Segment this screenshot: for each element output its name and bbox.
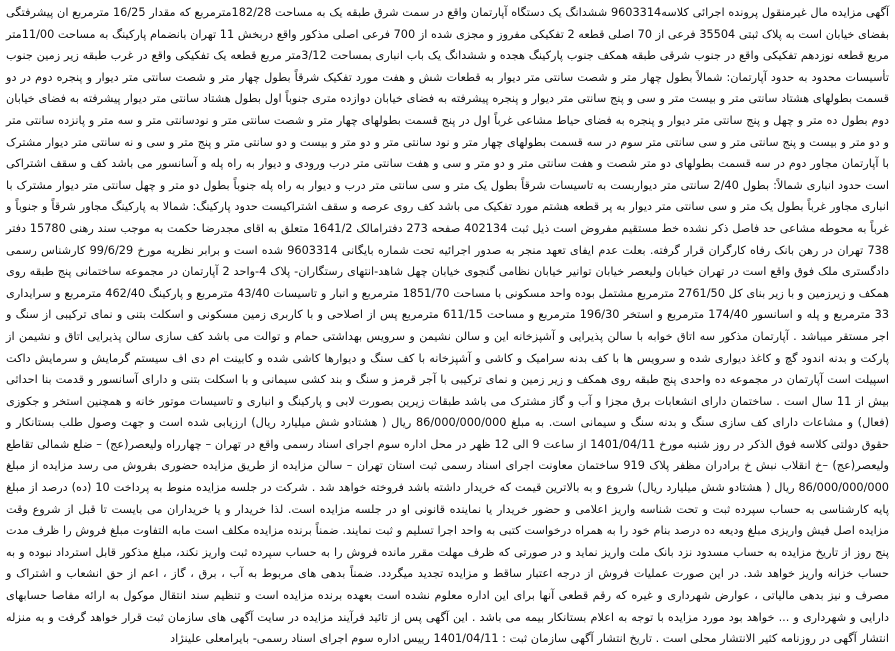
auction-notice-text: آگهی مزایده مال غیرمنقول پرونده اجرائی کلاسه9603314 ششدانگ یک دستگاه آپارتمان واقع در سمت شرق طبقه یک به مساحت 182/28مترمربع که مقدار 16/25 مترمربع ان پیشرفتگی بفضای خیابان است به پلاک ثبتی 35504 فرعی از 70 اصلی قطعه 2 تفکیکی مفروز و مجزی شده از 700 فرعی اصلی مذکور واقع دربخش 11 تهران بانضمام پارکینگ به مساحت 11/00متر مربع قطعه نوزدهم تفکیکی واقع در جنوب شرقی طبقه همکف جنوب پارکینگ هجده و ششدانگ یک باب انباری بمساحت 3/12متر مربع قطعه یک تفکیکی واقع در غرب طبقه زیر زمین جنوب تأسیسات محدود به حدود آپارتمان: شمالاً بطول چهار متر و شصت سانتی متر دیوار به قطعات شش و هفت مورد تفکیک شرقاً بطول چهار متر و شصت سانتی متر دیوار و پنجره دوم در دو قسمت بطولهای هشتاد سانتی متر و بیست متر و سی و پنج سانتی متر دیوار و پنجره پیشرفته به فضای خیابان دوازده متری جنوباً اول بطول هشتاد سانتی متر دیوار پیشرفته به فضای خیابان دوم بطول ده متر و چهل و پنج سانتی متر دیوار و پنجره به فضای حیاط مشاعی غرباً اول در پنج قسمت بطولهای چهار متر و شصت سانتی متر و نودسانتی متر و سه متر و پانزده سانتی متر و دو متر و بیست و پنج سانتی متر و سی سانتی متر سوم در سه قسمت بطولهای چهار متر و نود سانتی متر و دو متر و بیست و دو سانتی متر و پنج متر و سی و نه سانتی متر دیوار مشترک با آپارتمان مجاور دوم در سه قسمت بطولهای دو متر شصت و هفت سانتی متر و دو متر و سی و هفت سانتی متر درب ورودی و دیوار به راه پله و آسانسور می باشد کف و سقف اشتراکی است حدود انباری شمالاً: بطول 2/40 سانتی متر دیواربست به تاسیسات شرقاً بطول یک متر و سی سانتی متر درب و دیوار به راه پله جنوباً بطول دو متر و چهل سانتی متر دیوار مشترک با انباری مجاور غرباً بطول یک متر و سی سانتی متر دیوار به پر قطعه هشتم مورد تفکیک می باشد کف روی عرصه و سقف اشتراکیست حدود پارکینگ: شمالا به پارکینگ مجاور شرقاً و جنوباً و غرباً به محوطه مشاعی حد فاصل ذکر نشده خط مستقیم مفروض است ذیل ثبت 402134 صفحه 273 دفترامالک 1641/2 متعلق به اقای مجدرضا حکمت به موجب سند رهنی 15780 دفتر 738 تهران در رهن بانک رفاه کارگران قرار گرفته. بعلت عدم ایفای تعهد منجر به صدور اجرائیه تحت شماره بایگانی 9603314 شده است و برابر نظریه مورخ 99/6/29 کارشناس رسمی دادگستری ملک فوق واقع است در تهران خیابان ولیعصر خیابان توانیر خیابان نظامی گنجوی خیابان چهل شاهد-انتهای رستگاران- پلاک 4-واحد 2 آپارتمان در مجموعه ساختمانی پنج طبقه روی همکف و زیرزمین و با زیر بنای کل 2761/50 مترمربع مشتمل بوده واحد مسکونی با مساحت 1851/70 مترمربع و انبار و تاسیسات 43/40 مترمربع و پارکینگ 462/40 مترمربع و سرایداری 33 مترمربع و پله و اسانسور 174/40 مترمربع و استخر 196/30 مترمربع و مساحت 611/15 مترمربع پس از اصلاحی و با کاربری زمین مسکونی و اسکلت بتنی و نمای ترکیبی از سنگ و اجر مستقر میباشد . آپارتمان مذکور سه اتاق خوابه با سالن پذیرایی و آشپزخانه این و سالن نشیمن و سرویس بهداشتی حمام و توالت می باشد کف سازی سالن پذیرایی اتاق و نشیمن از پارکت و بدنه اندود گچ و کاغذ دیواری شده و سرویس ها با کف بدنه سرامیک و کاشی و آشپزخانه با کف سنگ و دیوارها کاشی شده و کابینت ام دی اف سیستم گرمایش و سرمایش داکت اسپیلت است آپارتمان در مجموعه ده واحدی پنج طبقه روی همکف و زیر زمین و نمای ترکیبی با آجر قرمز و سنگ و بند کشی سیمانی و با اسکلت بتنی و دارای آسانسور و قدمت بنا احداثی بیش از 11 سال است . ساختمان دارای انشعابات برق مجزا و آب و گاز مشترک می باشد طبقات زیرین بصورت لابی و پارکینگ و انباری و تاسیسات موتور خانه و همچنین استخر و جکوزی (فعال) و مشاعات دارای کف سازی سنگ و بدنه سنگ و سیمانی است. به مبلغ 86/000/000/000 ریال ( هشتادو شش میلیارد ریال) ارزیابی شده است و جهت وصول طلب بستانکار و حقوق دولتی کلاسه فوق الذکر در روز شنبه مورخ 1401/04/11 از ساعت 9 الی 12 ظهر در محل اداره سوم اجرای اسناد رسمی واقع در تهران – چهارراه ولیعصر(عج) – ضلع شمالی تقاطع ولیعصر(عج) –خ انقلاب نبش خ برادران مظفر پلاک 919 ساختمان معاونت اجرای اسناد رسمی ثبت استان تهران – سالن مزایده از طریق مزایده حضوری بفروش می رسد مزایده از مبلغ 86/000/000/000 ریال ( هشتادو شش میلیارد ریال) شروع و به بالاترین قیمت که خریدار داشته باشد فروخته خواهد شد . شرکت در جلسه مزایده منوط به پرداخت 10 (ده) درصد از مبلغ پایه کارشناسی به حساب سپرده ثبت و تحت شناسه واریز اعلامی و حضور خریدار یا نماینده قانونی او در جلسه مزایده است. لذا خریدار و یا خریداران می بایست تا قبل از شروع وقت مزایده اصل فیش واریزی مبلغ ودیعه ده درصد بنام خود را به همراه درخواست کتبی به واحد اجرا تسلیم و ثبت نمایند. ضمناً برنده مزایده مکلف است مابه التفاوت مبلغ فروش را ظرف مدت پنج روز از تاریخ مزایده به حساب مسدود نزد بانک ملت واریز نماید و در صورتی که ظرف مهلت مقرر مانده فروش را به حساب سپرده ثبت واریز نکند، مبلغ مذکور قابل استرداد نبوده و به حساب خزانه واریز خواهد شد. در این صورت عملیات فروش از درجه اعتبار ساقط و مزایده تجدید میگردد. ضمناً بدهی های مربوط به آب ، برق ، گاز ، اعم از حق انشعاب و اشتراک و مصرف و نیز بدهی مالیاتی ، عوارض شهرداری و غیره که رقم قطعی آنها برای این اداره معلوم نشده است بعهده برنده مزایده است و تنظیم سند انتقال موکول به ارائه مفاصا حسابهای دارایی و شهرداری و ... خواهد بود مورد مزایده با توجه به اعلام بستانکار بیمه می باشد . این آگهی پس از تائید فرآیند مزایده در سایت آگهی های سازمان ثبت قرار خواهد گرفت و به منزله انتشار آگهی در روزنامه کثیر الانتشار محلی است . تاریخ انتشار آگهی سازمان ثبت : 1401/04/11 رییس اداره سوم اجرای اسناد رسمی- بایرامعلی علینژاد	[6, 6, 890, 646]
